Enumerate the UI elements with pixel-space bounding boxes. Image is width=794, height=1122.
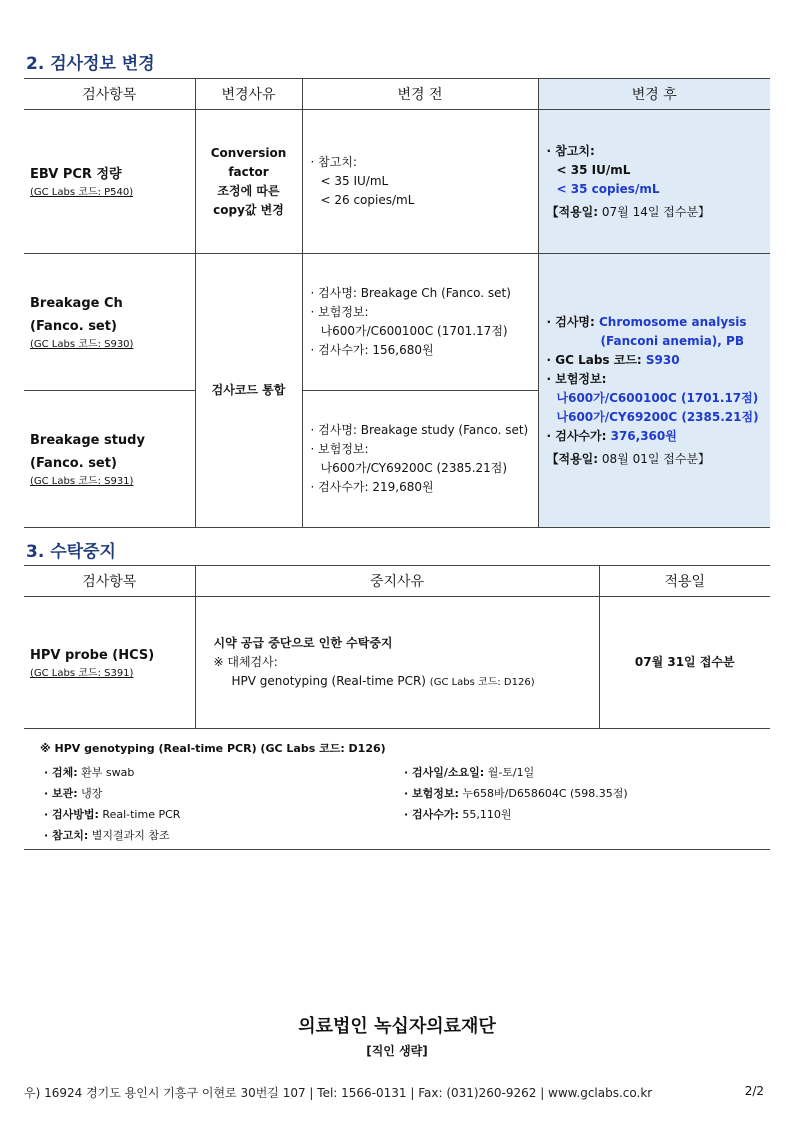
note-left-2-value: Real-time PCR: [102, 808, 181, 821]
breakage-ch-item-cell: [24, 254, 195, 391]
ebv-after-cell: [538, 110, 770, 254]
note-left-3-value: 별지결과지 참조: [91, 829, 170, 842]
breakage-study-item-cell: [24, 391, 195, 528]
suspension-table: [24, 565, 770, 729]
merged-name-label: · 검사명:: [546, 314, 595, 329]
footer-address: 우) 16924 경기도 용인시 기흥구 이현로 30번길 107 | Tel: 1566-0131 | Fax: (031)260-9262 | www.gclabs.co.kr: [24, 1086, 653, 1100]
note-left-1-value: 냉장: [81, 787, 103, 800]
section-2-title: 2. 검사정보 변경: [26, 54, 155, 74]
merged-code-label: · GC Labs 코드:: [546, 352, 642, 367]
ebv-reason-2: factor: [228, 164, 269, 179]
breakage-ch-before-4: · 검사수가: 156,680원: [310, 343, 434, 357]
ebv-reason-3: 조정에 따른: [217, 183, 280, 198]
merge-reason: 검사코드 통합: [211, 383, 286, 397]
merged-price-value: 376,360원: [610, 428, 677, 443]
hpv-name: HPV probe (HCS): [30, 648, 155, 663]
hpv-apply-cell: [599, 597, 770, 729]
ebv-code: (GC Labs 코드: P540): [30, 187, 134, 198]
hpv-reason-cell: [195, 597, 599, 729]
breakage-ch-before-2: · 보험정보:: [310, 305, 369, 319]
page-number: 2/2: [744, 1084, 764, 1098]
hpv-reason-3-code: (GC Labs 코드: D126): [429, 676, 535, 688]
note-right-0: [404, 764, 534, 780]
note-right-2-value: 55,110원: [462, 808, 512, 821]
ebv-before-2: < 35 IU/mL: [320, 174, 389, 188]
breakage-study-before-cell: [302, 391, 538, 528]
ebv-reason-cell: [195, 110, 302, 254]
breakage-study-name-2: (Fanco. set): [30, 456, 117, 471]
merged-apply-value: 08월 01일 접수분】: [601, 451, 711, 466]
ebv-reason-1: Conversion: [210, 145, 287, 160]
merged-ins-value-1: 나600가/C600100C (1701.17점): [556, 390, 759, 405]
note-left-1: [44, 785, 102, 801]
breakage-study-before-3: 나600가/CY69200C (2385.21점): [320, 461, 508, 475]
breakage-ch-before-1: · 검사명: Breakage Ch (Fanco. set): [310, 286, 511, 300]
ebv-apply-label: 【적용일:: [546, 204, 599, 219]
note-left-1-label: · 보관:: [44, 787, 78, 800]
footer-org-name: 의료법인 녹십자의료재단: [298, 1016, 496, 1037]
breakage-study-before-2: · 보험정보:: [310, 442, 369, 456]
note-title: ※ HPV genotyping (Real-time PCR) (GC Labs 코드: D126): [40, 742, 386, 755]
note-block: [24, 734, 770, 850]
s3-header-test-item: 검사항목: [24, 566, 195, 597]
note-right-2: [404, 806, 512, 822]
ebv-before-3: < 26 copies/mL: [320, 193, 415, 207]
breakage-study-before-1: · 검사명: Breakage study (Fanco. set): [310, 423, 529, 437]
merged-name-value-1: Chromosome analysis: [599, 314, 747, 329]
header-before: 변경 전: [302, 79, 538, 110]
merged-code-value: S930: [645, 352, 680, 367]
s3-header-reason: 중지사유: [195, 566, 599, 597]
note-right-1: [404, 785, 628, 801]
ebv-item-cell: [24, 110, 195, 254]
note-left-0: [44, 764, 134, 780]
hpv-apply: 07월 31일 접수분: [634, 655, 735, 669]
header-change-reason: 변경사유: [195, 79, 302, 110]
note-right-1-label: · 보험정보:: [404, 787, 459, 800]
note-left-2-label: · 검사방법:: [44, 808, 99, 821]
breakage-ch-name-1: Breakage Ch: [30, 296, 123, 311]
hpv-reason-2: ※ 대체검사:: [213, 654, 278, 669]
ebv-reason-4: copy값 변경: [213, 202, 284, 217]
breakage-study-code: (GC Labs 코드: S931): [30, 476, 134, 487]
note-left-0-value: 환부 swab: [81, 766, 135, 779]
ebv-after-label: · 참고치:: [546, 143, 595, 158]
breakage-study-name-1: Breakage study: [30, 433, 145, 448]
ebv-after-line2: < 35 copies/mL: [556, 181, 660, 196]
note-right-0-label: · 검사일/소요일:: [404, 766, 485, 779]
merged-apply-label: 【적용일:: [546, 451, 599, 466]
change-table: [24, 78, 770, 528]
merged-ins-value-2: 나600가/CY69200C (2385.21점): [556, 409, 759, 424]
s3-header-apply: 적용일: [599, 566, 770, 597]
breakage-ch-before-cell: [302, 254, 538, 391]
note-right-0-value: 월-토/1일: [487, 766, 535, 779]
breakage-ch-before-3: 나600가/C600100C (1701.17점): [320, 324, 508, 338]
breakage-ch-code: (GC Labs 코드: S930): [30, 339, 134, 350]
note-left-3-label: · 참고치:: [44, 829, 89, 842]
merge-reason-cell: [195, 254, 302, 528]
note-right-1-value: 누658바/D658604C (598.35점): [462, 787, 628, 800]
hpv-item-cell: [24, 597, 195, 729]
note-left-3: [44, 827, 170, 843]
ebv-apply-value: 07월 14일 접수분】: [601, 204, 711, 219]
merged-after-cell: [538, 254, 770, 528]
hpv-code: (GC Labs 코드: S391): [30, 668, 134, 679]
merged-name-value-2: (Fanconi anemia), PB: [600, 333, 744, 348]
header-test-item: 검사항목: [24, 79, 195, 110]
note-left-0-label: · 검체:: [44, 766, 78, 779]
header-after: 변경 후: [538, 79, 770, 110]
merged-ins-label: · 보험정보:: [546, 371, 607, 386]
note-right-2-label: · 검사수가:: [404, 808, 459, 821]
ebv-after-line1: < 35 IU/mL: [556, 162, 631, 177]
ebv-name: EBV PCR 정량: [30, 167, 122, 182]
footer-seal-note: [직인 생략]: [366, 1044, 428, 1058]
hpv-reason-3: HPV genotyping (Real-time PCR): [231, 673, 426, 688]
note-left-2: [44, 806, 180, 822]
ebv-before-1: · 참고치:: [310, 155, 357, 169]
section-3-title: 3. 수탁중지: [26, 542, 116, 562]
merged-price-label: · 검사수가:: [546, 428, 607, 443]
breakage-ch-name-2: (Fanco. set): [30, 319, 117, 334]
hpv-reason-1: 시약 공급 중단으로 인한 수탁중지: [213, 635, 393, 650]
ebv-before-cell: [302, 110, 538, 254]
breakage-study-before-4: · 검사수가: 219,680원: [310, 480, 434, 494]
